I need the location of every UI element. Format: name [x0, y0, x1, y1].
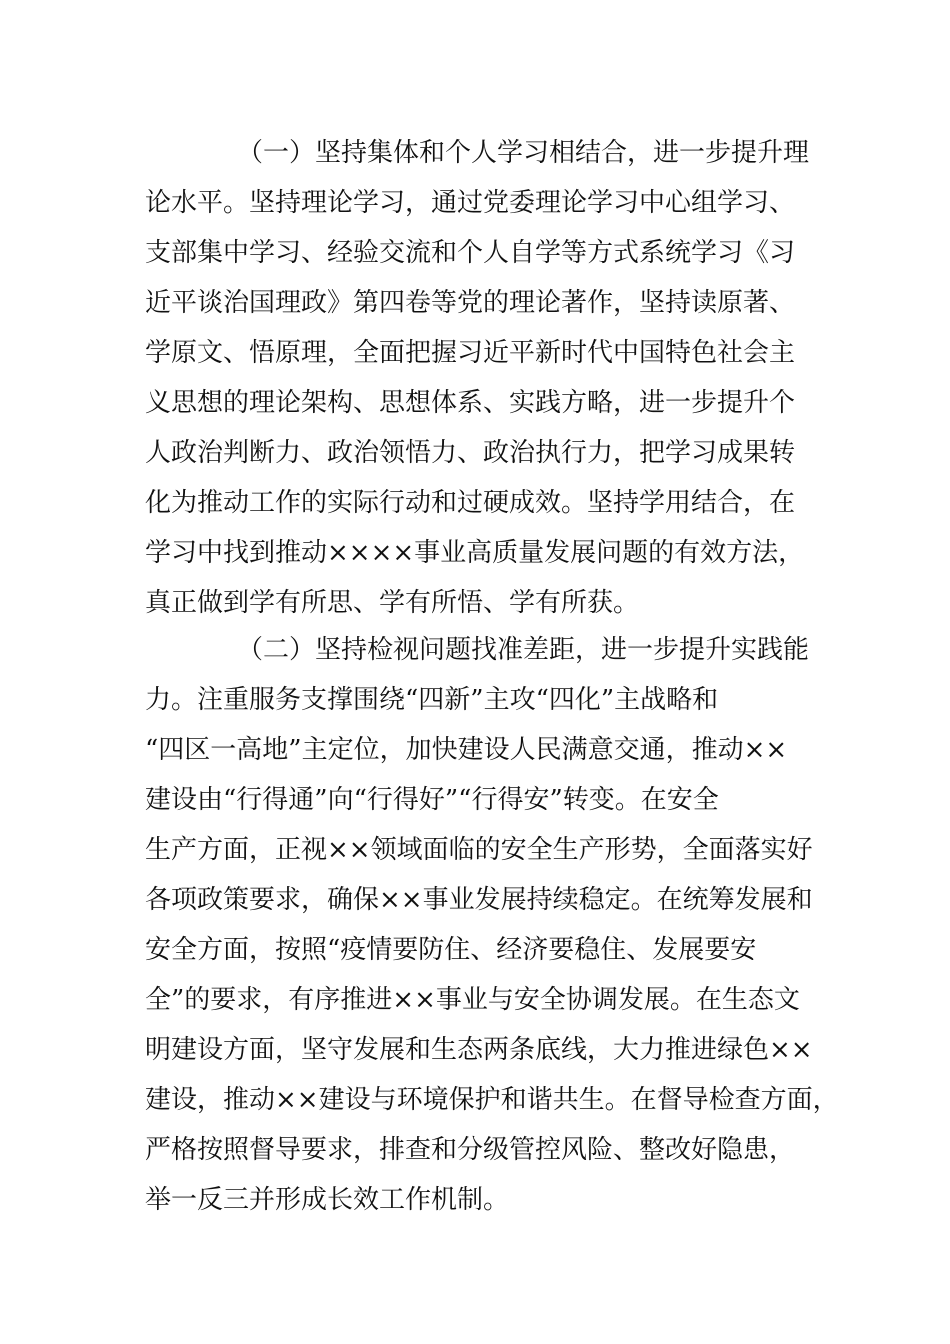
paragraph-line: 严格按照督导要求，排查和分级管控风险、整改好隐患，: [145, 1135, 796, 1165]
paragraph-line: 全”的要求，有序推进××事业与安全协调发展。在生态文: [145, 985, 800, 1015]
paragraph-line: 生产方面，正视××领域面临的安全生产形势，全面落实好: [145, 835, 813, 865]
paragraph-study: [145, 128, 825, 628]
paragraph-line: 建设由“行得通”向“行得好”“行得安”转变。在安全: [145, 785, 719, 815]
paragraph-line: 明建设方面，坚守发展和生态两条底线，大力推进绿色××: [145, 1035, 813, 1065]
paragraph-line: 各项政策要求，确保××事业发展持续稳定。在统筹发展和: [145, 885, 813, 915]
paragraph-line: 举一反三并形成长效工作机制。: [145, 1185, 510, 1215]
paragraph-line: 力。注重服务支撑围绕“四新”主攻“四化”主战略和: [145, 685, 719, 715]
paragraph-line: 支部集中学习、经验交流和个人自学等方式系统学习《习: [145, 238, 796, 268]
paragraph-practice: [145, 625, 839, 1225]
paragraph-line: 人政治判断力、政治领悟力、政治执行力，把学习成果转: [145, 438, 796, 468]
paragraph-line: 论水平。坚持理论学习，通过党委理论学习中心组学习、: [145, 188, 796, 218]
paragraph-line: 近平谈治国理政》第四卷等党的理论著作，坚持读原著、: [145, 288, 796, 318]
paragraph-line: 建设，推动××建设与环境保护和谐共生。在督导检查方面，: [145, 1085, 839, 1115]
paragraph-line: （二）坚持检视问题找准差距，进一步提升实践能: [237, 635, 810, 665]
paragraph-line: 义思想的理论架构、思想体系、实践方略，进一步提升个: [145, 388, 796, 418]
paragraph-line: 安全方面，按照“疫情要防住、经济要稳住、发展要安: [145, 935, 757, 965]
paragraph-line: （一）坚持集体和个人学习相结合，进一步提升理: [237, 138, 810, 168]
paragraph-line: 学原文、悟原理，全面把握习近平新时代中国特色社会主: [145, 338, 796, 368]
paragraph-line: 学习中找到推动××××事业高质量发展问题的有效方法，: [145, 538, 805, 568]
paragraph-line: 化为推动工作的实际行动和过硬成效。坚持学用结合，在: [145, 488, 796, 518]
paragraph-line: 真正做到学有所思、学有所悟、学有所获。: [145, 588, 640, 618]
paragraph-line: “四区一高地”主定位，加快建设人民满意交通，推动××: [145, 735, 788, 765]
